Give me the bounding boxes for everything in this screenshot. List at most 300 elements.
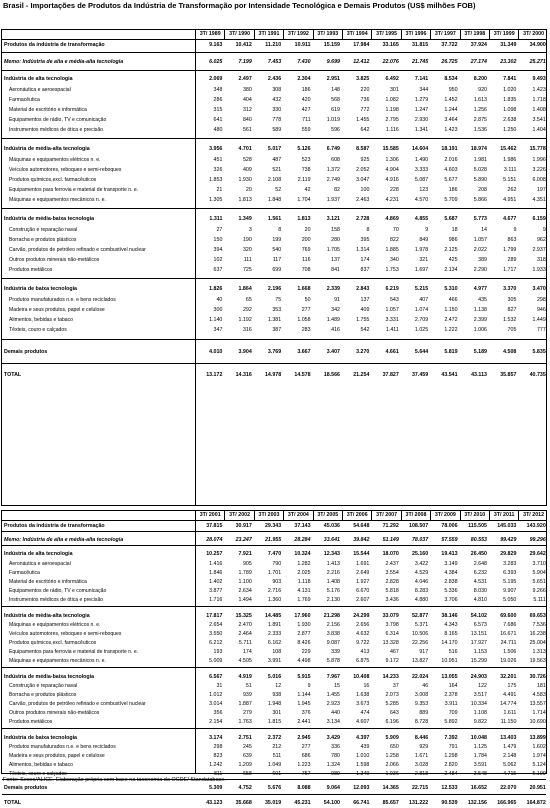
- table-cell: 9.172: [385, 658, 399, 664]
- table-cell: 348: [213, 87, 223, 93]
- column-header: 3T/ 2010: [460, 511, 489, 520]
- table-cell: 1.638: [356, 692, 370, 698]
- table-cell: 289: [507, 257, 517, 263]
- column-header: 3T/ 2009: [430, 511, 459, 520]
- column-header: 3T/ 2001: [195, 511, 224, 520]
- column-header: 3T/ 2008: [401, 511, 430, 520]
- row-label: Farmacêutica: [9, 97, 40, 103]
- table-cell: 3.911: [444, 701, 458, 707]
- row-label: Máquinas e equipamentos mecânicos n. e.: [9, 658, 106, 664]
- table-cell: 336: [331, 744, 340, 750]
- column-header: 3T/ 1997: [430, 30, 459, 39]
- table-cell: 277: [301, 744, 311, 750]
- table-cell: 90.539: [441, 800, 458, 806]
- table-cell: 2.843: [356, 286, 370, 292]
- table-cell: 3.331: [385, 317, 399, 323]
- table-cell: 3.226: [532, 167, 546, 173]
- table-cell: 347: [213, 327, 223, 333]
- table-cell: 1.887: [238, 701, 252, 707]
- table-cell: 46: [422, 683, 429, 689]
- table-row: [2, 326, 546, 335]
- table-cell: 15.159: [323, 42, 340, 48]
- table-row: [2, 761, 546, 770]
- table-row: [2, 166, 546, 175]
- table-cell: 1.489: [326, 317, 340, 323]
- table-cell: 7.686: [503, 622, 517, 628]
- table-row: [2, 348, 546, 357]
- table-cell: 4.810: [473, 597, 487, 603]
- table-row: [2, 75, 546, 84]
- row-label: Demais produtos: [4, 785, 48, 791]
- table-cell: 642: [360, 127, 370, 133]
- table-cell: 432: [272, 97, 282, 103]
- table-cell: 326: [213, 167, 223, 173]
- table-cell: 3.710: [532, 561, 546, 567]
- table-cell: 4.919: [238, 674, 252, 680]
- table-cell: 12.093: [353, 785, 370, 791]
- table-cell: 8.283: [414, 588, 429, 594]
- table-cell: 420: [301, 97, 311, 103]
- table-cell: 1.848: [267, 197, 282, 203]
- table-cell: 1.242: [209, 762, 223, 768]
- table-cell: 193: [213, 649, 223, 655]
- table-cell: 1.360: [267, 597, 282, 603]
- table-cell: 9: [425, 227, 429, 233]
- table-cell: 158: [331, 227, 340, 233]
- table-cell: 589: [272, 127, 282, 133]
- table-row: [2, 296, 546, 305]
- table-cell: 1.671: [414, 753, 429, 759]
- table-cell: 150: [213, 237, 223, 243]
- table-cell: 3.838: [326, 631, 340, 637]
- column-header: 3T/ 2007: [371, 511, 400, 520]
- table-cell: 6.162: [267, 640, 282, 646]
- table-cell: 528: [242, 157, 252, 163]
- table-cell: 487: [272, 157, 282, 163]
- table-cell: 52: [275, 187, 282, 193]
- table-cell: 1.250: [503, 127, 517, 133]
- table-cell: 3.769: [267, 349, 282, 355]
- table-cell: 174: [360, 257, 370, 263]
- table-cell: 10.690: [529, 719, 546, 725]
- section-divider: [2, 70, 546, 71]
- table-cell: 4.384: [444, 570, 458, 576]
- table-cell: 2.484: [444, 771, 458, 777]
- table-cell: 1.789: [238, 570, 252, 576]
- table-cell: 2.838: [444, 579, 458, 585]
- table-cell: 790: [272, 561, 282, 567]
- table-cell: 5.309: [209, 785, 223, 791]
- table-cell: 6.492: [385, 76, 399, 82]
- table-cell: 1.561: [267, 216, 282, 222]
- table-cell: 4.351: [532, 197, 546, 203]
- table-cell: 37.722: [441, 42, 458, 48]
- table-cell: 1.704: [297, 197, 311, 203]
- table-cell: 228: [389, 187, 399, 193]
- table-cell: 568: [331, 97, 340, 103]
- table-cell: 31.815: [411, 42, 429, 48]
- table-cell: 5.915: [297, 674, 311, 680]
- table-cell: 43.113: [471, 372, 487, 378]
- table-cell: 2.877: [297, 631, 311, 637]
- table-cell: 5.773: [473, 216, 487, 222]
- table-cell: 1.313: [532, 649, 546, 655]
- row-label: Produtos manufaturados n.e. e bens reciclados: [9, 297, 116, 303]
- table-row: [2, 522, 546, 531]
- column-header: 3T/ 1995: [371, 30, 400, 39]
- table-cell: 24.903: [470, 674, 487, 680]
- table-cell: 14.485: [264, 613, 282, 619]
- table-cell: 75: [275, 297, 282, 303]
- table-row: [2, 673, 546, 682]
- column-header: 3T/ 1990: [224, 30, 253, 39]
- table-cell: 5.050: [503, 597, 517, 603]
- table-cell: 9.699: [326, 59, 340, 65]
- table-cell: 32.201: [500, 674, 517, 680]
- table-cell: 2.749: [326, 177, 340, 183]
- table-cell: 123: [419, 187, 429, 193]
- table-cell: 1.714: [532, 710, 546, 716]
- table-cell: 823: [213, 753, 223, 759]
- table-cell: 35.857: [500, 372, 517, 378]
- row-label: Têxteis, couro e calçados: [9, 327, 67, 333]
- table-cell: 54.648: [353, 523, 370, 529]
- table-cell: 2.945: [297, 735, 311, 741]
- table-cell: 9: [307, 683, 311, 689]
- table-cell: 4.508: [503, 349, 517, 355]
- row-label: Alimentos, bebidas e tabaco: [9, 317, 73, 323]
- table-cell: 395: [360, 237, 370, 243]
- row-label: Máquinas e equipamentos mecânicos n. e.: [9, 197, 106, 203]
- table-cell: 5.310: [444, 286, 458, 292]
- table-cell: 6.212: [209, 640, 223, 646]
- table-cell: 986: [448, 237, 458, 243]
- table-cell: 1.668: [297, 286, 311, 292]
- table-cell: 1.020: [503, 87, 517, 93]
- table-cell: 212: [272, 744, 282, 750]
- table-cell: 709: [448, 710, 458, 716]
- table-row: [2, 236, 546, 245]
- table-cell: 3.673: [356, 701, 370, 707]
- table-cell: 1.153: [473, 649, 487, 655]
- table-cell: 1.058: [297, 317, 311, 323]
- table-cell: 16: [363, 683, 370, 689]
- row-label: TOTAL: [4, 372, 22, 378]
- row-label: Construção e reparação naval: [9, 683, 78, 689]
- table-cell: 65: [245, 297, 252, 303]
- column-header: 3T/ 2011: [489, 511, 518, 520]
- table-cell: 4.603: [444, 167, 458, 173]
- table-cell: 31.349: [500, 42, 517, 48]
- table-cell: 3.008: [414, 692, 429, 698]
- table-cell: 283: [301, 327, 311, 333]
- row-label: Memo: Indústria de alta e média-alta tecnologia: [4, 59, 124, 65]
- table-cell: 10.324: [294, 551, 311, 557]
- table-cell: 1.930: [297, 622, 311, 628]
- table-cell: 3.429: [326, 735, 340, 741]
- table-cell: 2.497: [238, 76, 252, 82]
- table-cell: 342: [331, 307, 340, 313]
- table-cell: 6.875: [356, 658, 370, 664]
- table-cell: 929: [419, 744, 429, 750]
- row-label: Indústria de alta tecnologia: [4, 76, 73, 82]
- table-row: [2, 648, 546, 657]
- table-cell: 37.815: [206, 523, 223, 529]
- table-cell: 5.676: [267, 785, 282, 791]
- table-row: [2, 176, 546, 185]
- table-cell: 1.755: [356, 317, 370, 323]
- table-cell: 962: [536, 237, 546, 243]
- table-cell: 14: [481, 227, 487, 233]
- table-cell: 12.533: [441, 785, 458, 791]
- table-cell: 466: [448, 297, 458, 303]
- table-cell: 29.343: [264, 523, 282, 529]
- table-cell: 596: [331, 127, 340, 133]
- table-cell: 8.200: [473, 76, 487, 82]
- table-cell: 148: [331, 87, 340, 93]
- table-cell: 1.198: [385, 107, 399, 113]
- table-cell: 1.885: [385, 247, 399, 253]
- table-cell: 1.341: [414, 127, 429, 133]
- table-cell: 7.967: [326, 674, 340, 680]
- table-cell: 1.349: [356, 771, 370, 777]
- table-cell: 1.449: [532, 317, 546, 323]
- table-cell: 2.052: [356, 167, 370, 173]
- table-cell: 10.911: [294, 42, 311, 48]
- table-cell: 1.799: [503, 247, 517, 253]
- table-cell: 757: [301, 771, 311, 777]
- table-row: [2, 709, 546, 718]
- table-cell: 15: [334, 683, 340, 689]
- table-row: [2, 145, 546, 154]
- row-label: Indústria de alta tecnologia: [4, 551, 73, 557]
- table-cell: 2.216: [326, 570, 340, 576]
- table-cell: 14.365: [382, 785, 399, 791]
- table-cell: 21.745: [411, 59, 429, 65]
- table-cell: 3: [248, 227, 252, 233]
- row-label: Produtos da indústria de transformação: [4, 523, 105, 529]
- table-cell: 637: [213, 267, 223, 273]
- table-cell: 5.336: [444, 588, 458, 594]
- table-cell: 1.948: [267, 701, 282, 707]
- table-row: [2, 256, 546, 265]
- table-row: [2, 752, 546, 761]
- table-cell: 6.232: [473, 570, 487, 576]
- table-cell: 1.763: [238, 719, 252, 725]
- table-cell: 2.656: [356, 622, 370, 628]
- table-cell: 27.174: [470, 59, 487, 65]
- row-label: Indústria de média-alta tecnologia: [4, 613, 90, 619]
- table-cell: 3.548: [473, 771, 487, 777]
- table-cell: 28.284: [294, 537, 311, 543]
- table-cell: 389: [478, 257, 487, 263]
- table-cell: 262: [507, 187, 517, 193]
- table-cell: 181: [536, 683, 546, 689]
- row-label: Alimentos, bebidas e tabaco: [9, 762, 73, 768]
- table-cell: 523: [301, 157, 311, 163]
- row-label: Equipamentos de rádio, TV e comunicação: [9, 588, 107, 594]
- page-title: Brasil - Importações de Produtos da Indústria de Transformação por Intensidade Tecnológica e Demais Produtos (US$ milhões FOB): [3, 1, 476, 10]
- table-cell: 37: [392, 683, 399, 689]
- table-cell: 82: [334, 187, 340, 193]
- table-cell: 78.037: [411, 537, 429, 543]
- table-cell: 1.506: [503, 649, 517, 655]
- row-label: Outros produtos minerais não-metálicos: [9, 710, 100, 716]
- table-cell: 1.718: [532, 97, 546, 103]
- table-cell: 27: [216, 227, 223, 233]
- table-cell: 2.073: [385, 692, 399, 698]
- table-cell: 8.088: [297, 785, 311, 791]
- table-cell: 1.256: [473, 107, 487, 113]
- table-cell: 30.917: [235, 523, 252, 529]
- table-cell: 435: [478, 297, 487, 303]
- table-cell: 25.004: [529, 640, 546, 646]
- table-cell: 5.016: [267, 674, 282, 680]
- table-cell: 1.455: [356, 117, 370, 123]
- table-cell: 1.532: [503, 317, 517, 323]
- table-cell: 840: [242, 117, 252, 123]
- table-cell: 30.726: [529, 674, 546, 680]
- table-cell: 321: [419, 257, 429, 263]
- table-row: [2, 578, 546, 587]
- table-cell: 4.498: [297, 658, 311, 664]
- table-cell: 1.305: [209, 197, 223, 203]
- table-cell: 439: [360, 744, 370, 750]
- table-cell: 2.378: [444, 692, 458, 698]
- table-row: [2, 700, 546, 709]
- table-row: [2, 215, 546, 224]
- table-cell: 131.222: [409, 800, 429, 806]
- table-cell: 542: [360, 327, 370, 333]
- table-cell: 1.349: [238, 216, 252, 222]
- table-cell: 2.951: [326, 76, 340, 82]
- table-cell: 5.062: [503, 762, 517, 768]
- table-cell: 3.407: [326, 349, 340, 355]
- table-cell: 1.705: [326, 247, 340, 253]
- table-cell: 7.453: [267, 59, 282, 65]
- table-cell: 1.247: [414, 107, 429, 113]
- table-cell: 17.927: [470, 640, 487, 646]
- row-label: Borracha e produtos plásticos: [9, 692, 77, 698]
- table-cell: 280: [331, 237, 340, 243]
- table-cell: 298: [213, 744, 223, 750]
- table-cell: 1.279: [414, 97, 429, 103]
- table-cell: 1.138: [473, 307, 487, 313]
- table-cell: 467: [389, 649, 399, 655]
- table-cell: 22.070: [500, 785, 517, 791]
- table-cell: 3.422: [414, 561, 429, 567]
- table-cell: 199: [272, 237, 282, 243]
- table-cell: 17.817: [206, 613, 223, 619]
- table-cell: 938: [272, 692, 282, 698]
- table-cell: 1.986: [503, 157, 517, 163]
- table-cell: 26.450: [470, 551, 487, 557]
- table-cell: 115.505: [468, 523, 487, 529]
- table-cell: 2.463: [356, 197, 370, 203]
- table-cell: 2.339: [326, 286, 340, 292]
- table-cell: 26.725: [441, 59, 458, 65]
- table-cell: 23.302: [500, 59, 517, 65]
- table-cell: 1.611: [503, 710, 517, 716]
- table-cell: 22.024: [411, 674, 429, 680]
- column-header: 3T/ 1991: [254, 30, 283, 39]
- table-cell: 13.557: [529, 701, 546, 707]
- table-cell: 1.010: [356, 753, 370, 759]
- table-cell: 4.752: [238, 785, 252, 791]
- table-cell: 7.141: [414, 76, 429, 82]
- table-cell: 925: [360, 157, 370, 163]
- section-divider: [2, 794, 546, 795]
- table-cell: 409: [242, 167, 252, 173]
- table-cell: 1.937: [326, 197, 340, 203]
- table-cell: 6.670: [356, 588, 370, 594]
- table-cell: 772: [360, 107, 370, 113]
- table-row: [2, 657, 546, 666]
- table-cell: 1.116: [385, 127, 399, 133]
- column-header: 3T/ 1998: [460, 30, 489, 39]
- table-cell: 34.900: [529, 42, 546, 48]
- table-cell: 3.121: [326, 216, 340, 222]
- table-cell: 2.108: [267, 177, 282, 183]
- table-cell: 300: [213, 307, 223, 313]
- row-label: Carvão, produtos de petróleo refinado e combustível nuclear: [9, 701, 146, 707]
- table-cell: 4.916: [385, 177, 399, 183]
- table-cell: 1.452: [444, 97, 458, 103]
- row-label: Indústria de baixa tecnologia: [4, 735, 77, 741]
- row-label: Outros produtos minerais não-metálicos: [9, 257, 100, 263]
- table-cell: 5.835: [532, 349, 546, 355]
- table-cell: 4.505: [238, 658, 252, 664]
- table-cell: 3.554: [385, 570, 399, 576]
- table-cell: 31: [216, 683, 223, 689]
- table-cell: 13.172: [206, 372, 223, 378]
- table-cell: 725: [242, 267, 252, 273]
- table-cell: 1.691: [356, 561, 370, 567]
- table-row: [2, 587, 546, 596]
- table-cell: 1.945: [297, 701, 311, 707]
- table-cell: 1.536: [473, 127, 487, 133]
- table-cell: 108: [272, 649, 282, 655]
- table-cell: 54.100: [323, 800, 340, 806]
- table-cell: 9.266: [532, 588, 546, 594]
- table-cell: 37.459: [411, 372, 429, 378]
- table-cell: 1.006: [473, 327, 487, 333]
- table-cell: 5.866: [473, 197, 487, 203]
- table-cell: 122: [478, 683, 487, 689]
- table-cell: 340: [389, 257, 399, 263]
- table-cell: 8.446: [414, 735, 429, 741]
- table-cell: 639: [242, 753, 252, 759]
- table-cell: 4.343: [444, 622, 458, 628]
- table-cell: 9.722: [356, 640, 370, 646]
- table-cell: 20: [245, 187, 252, 193]
- table-cell: 100: [360, 187, 370, 193]
- table-cell: 1.404: [532, 127, 546, 133]
- table-cell: 5.709: [444, 197, 458, 203]
- table-cell: 2.022: [473, 247, 487, 253]
- table-cell: 650: [389, 744, 399, 750]
- table-cell: 8.728: [414, 719, 429, 725]
- table-cell: 2.333: [267, 631, 282, 637]
- table-cell: 769: [301, 247, 311, 253]
- table-cell: 19.413: [441, 551, 458, 557]
- table-cell: 42: [304, 187, 311, 193]
- table-cell: 132.156: [467, 800, 487, 806]
- table-cell: 1.025: [414, 327, 429, 333]
- table-cell: 111: [243, 257, 252, 263]
- table-cell: 15.462: [500, 146, 517, 152]
- table-cell: 277: [301, 307, 311, 313]
